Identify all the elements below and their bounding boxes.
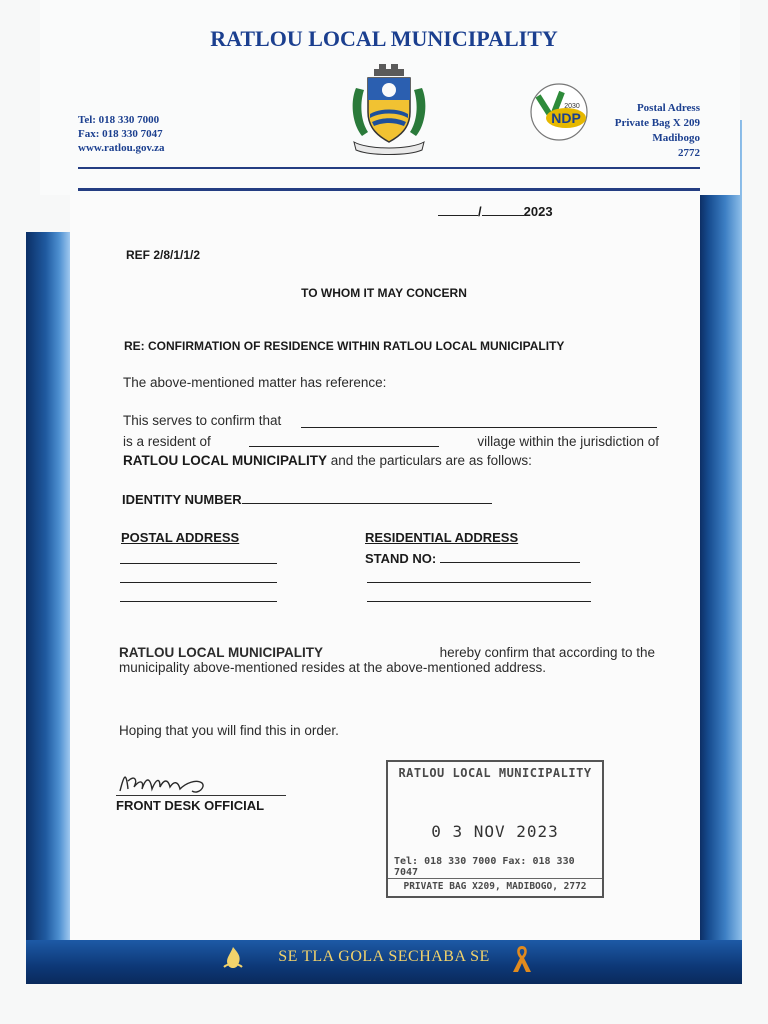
confirmation-line-1 xyxy=(119,645,655,660)
letterhead-rule-top xyxy=(78,167,700,169)
date-stamp xyxy=(386,760,604,898)
handwritten-signature xyxy=(116,765,236,799)
residential-address-heading: RESIDENTIAL ADDRESS xyxy=(365,530,519,545)
date-line xyxy=(438,203,553,219)
date-day-blank xyxy=(438,203,478,216)
confirmation-paragraph xyxy=(119,645,655,675)
left-blue-border xyxy=(26,232,70,962)
resident-text-b: village within the jurisdiction of xyxy=(477,434,659,449)
residential-address-line-2 xyxy=(367,601,591,602)
stand-number-label: STAND NO: xyxy=(365,551,437,566)
postal-address-line-3 xyxy=(120,601,277,602)
coat-of-arms-icon xyxy=(348,62,430,158)
resident-text-a: is a resident of xyxy=(123,434,211,449)
contact-block xyxy=(78,113,164,155)
stamp-contact: Tel: 018 330 7000 Fax: 018 330 7047 xyxy=(394,856,575,878)
awareness-ribbon-icon xyxy=(510,944,534,974)
closing-line: Hoping that you will find this in order. xyxy=(119,723,339,738)
stamp-title: RATLOU LOCAL MUNICIPALITY xyxy=(398,766,592,780)
resident-line xyxy=(123,434,659,449)
date-year: 2023 xyxy=(523,204,553,219)
municipality-name-bold: RATLOU LOCAL MUNICIPALITY xyxy=(123,453,327,468)
letterhead-rule-bottom xyxy=(78,188,700,191)
ndp-2030-logo xyxy=(528,82,590,142)
particulars-line xyxy=(123,453,532,468)
ndp-logo-text: NDP xyxy=(551,110,581,126)
identity-number-row xyxy=(122,491,492,507)
right-blue-border xyxy=(700,120,742,962)
postal-line-1: Postal Adress xyxy=(636,102,700,114)
identity-number-label: IDENTITY NUMBER xyxy=(122,492,242,507)
postal-line-3: Madibogo xyxy=(652,132,700,144)
date-separator: / xyxy=(478,204,482,219)
confirmation-text-2: municipality above-mentioned resides at the above-mentioned address. xyxy=(119,660,546,675)
intro-text: The above-mentioned matter has reference: xyxy=(123,375,387,390)
confirmation-municipality-bold: RATLOU LOCAL MUNICIPALITY xyxy=(119,645,323,660)
particulars-text: and the particulars are as follows: xyxy=(326,453,532,468)
reference-number: REF 2/8/1/1/2 xyxy=(126,248,201,262)
village-blank xyxy=(249,434,439,447)
contact-fax: Fax: 018 330 7047 xyxy=(78,128,163,140)
stamp-postal: PRIVATE BAG X209, MADIBOGO, 2772 xyxy=(388,878,602,892)
postal-address-block xyxy=(615,101,700,161)
stamp-date: 0 3 NOV 2023 xyxy=(431,822,559,841)
postal-line-4: 2772 xyxy=(678,147,700,159)
date-month-blank xyxy=(482,203,524,216)
confirm-lead xyxy=(123,413,281,428)
identity-number-blank xyxy=(242,491,492,504)
confirmation-text-1: hereby confirm that according to the xyxy=(439,645,655,660)
subject-line: RE: CONFIRMATION OF RESIDENCE WITHIN RATLOU LOCAL MUNICIPALITY xyxy=(124,339,565,353)
residential-address-line-1 xyxy=(367,582,591,583)
ndp-logo-year: 2030 xyxy=(564,103,580,110)
municipality-title: RATLOU LOCAL MUNICIPALITY xyxy=(210,26,558,51)
postal-address-line-2 xyxy=(120,582,277,583)
resident-name-blank xyxy=(301,427,657,428)
postal-address-heading: POSTAL ADDRESS xyxy=(121,530,240,545)
footer-motto: SE TLA GOLA SECHABA SE xyxy=(278,948,490,965)
postal-address-line-1 xyxy=(120,563,277,564)
signature-line xyxy=(116,795,286,796)
stand-number-blank xyxy=(440,550,580,563)
contact-tel: Tel: 018 330 7000 xyxy=(78,114,160,126)
contact-web: www.ratlou.gov.za xyxy=(78,142,165,154)
signatory-title: FRONT DESK OFFICIAL xyxy=(116,798,265,813)
postal-line-2: Private Bag X 209 xyxy=(614,117,700,129)
salutation: TO WHOM IT MAY CONCERN xyxy=(301,286,467,300)
confirm-lead-text: This serves to confirm that xyxy=(123,413,282,428)
stand-number-row xyxy=(365,550,580,566)
